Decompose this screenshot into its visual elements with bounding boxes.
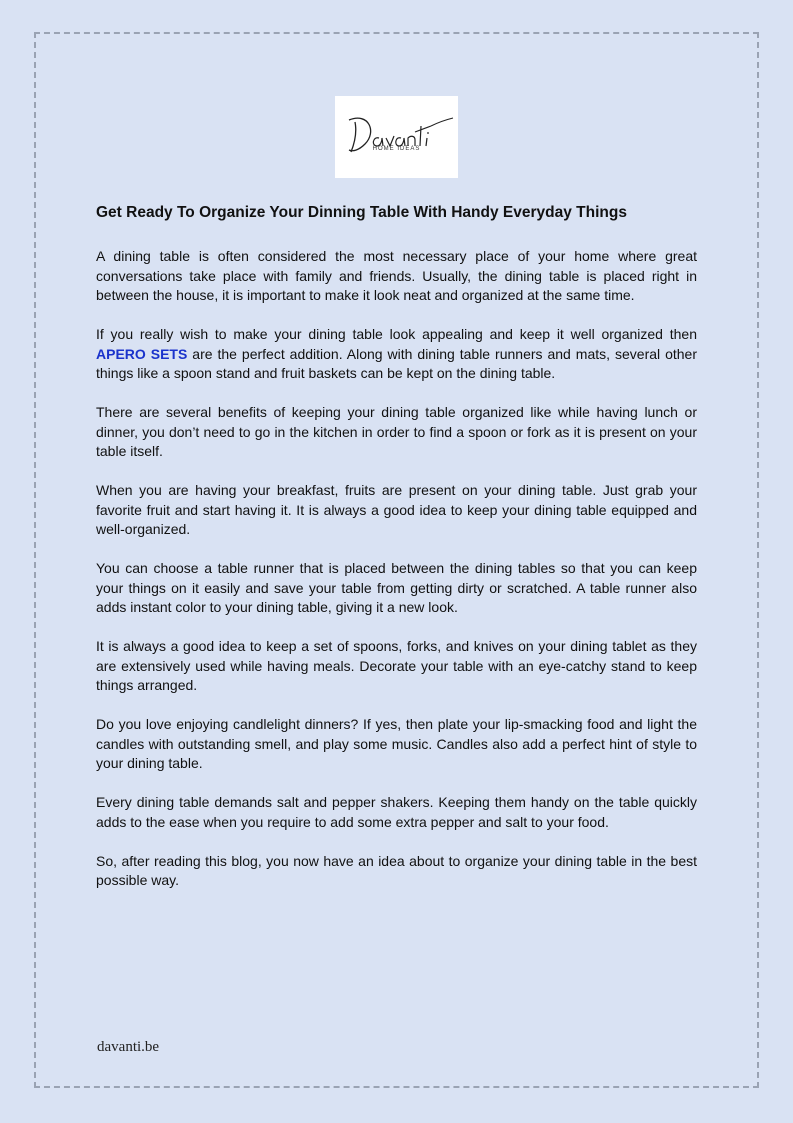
paragraph: Do you love enjoying candlelight dinners? If yes, then plate your lip-smacking food and light the candles with outstanding smell, and play some music. Candles also add a perfect hint of style to your dining table. [96, 716, 697, 771]
page-title: Get Ready To Organize Your Dinning Table With Handy Everyday Things [96, 204, 627, 221]
apero-sets-link[interactable]: APERO SETS [96, 345, 188, 362]
paragraph: When you are having your breakfast, fruits are present on your dining table. Just grab your favorite fruit and start having it. It is always a good idea to keep your dining table equipped and well-organized. [96, 482, 697, 537]
logo-tagline: HOME IDEAS [372, 146, 421, 152]
paragraph: There are several benefits of keeping your dining table organized like while having lunch or dinner, you don’t need to go in the kitchen in order to find a spoon or fork as it is present on your table itself. [96, 404, 697, 459]
davanti-script-logo-icon [335, 96, 458, 178]
paragraph-text: If you really wish to make your dining table look appealing and keep it well organized then [96, 326, 697, 342]
paragraph: A dining table is often considered the most necessary place of your home where great conversations take place with family and friends. Usually, the dining table is placed right in between the house, it is important to make it look neat and organized at the same time. [96, 248, 697, 303]
footer-domain: davanti.be [97, 1039, 160, 1055]
paragraph-text: are the perfect addition. Along with dining table runners and mats, several other things like a spoon stand and fruit baskets can be kept on the dining table. [96, 345, 697, 381]
davanti-logo [335, 96, 458, 178]
paragraph: Every dining table demands salt and pepper shakers. Keeping them handy on the table quickly adds to the ease when you require to add some extra pepper and salt to your food. [96, 794, 697, 830]
paragraph [96, 325, 697, 384]
paragraph: So, after reading this blog, you now have an idea about to organize your dining table in the best possible way. [96, 852, 697, 888]
article-body [96, 247, 697, 910]
paragraph: You can choose a table runner that is placed between the dining tables so that you can keep your things on it easily and save your table from getting dirty or scratched. A table runner also adds instant color to your dining table, giving it a new look. [96, 560, 697, 615]
paragraph: It is always a good idea to keep a set of spoons, forks, and knives on your dining tablet as they are extensively used while having meals. Decorate your table with an eye-catchy stand to keep things arranged. [96, 638, 697, 693]
